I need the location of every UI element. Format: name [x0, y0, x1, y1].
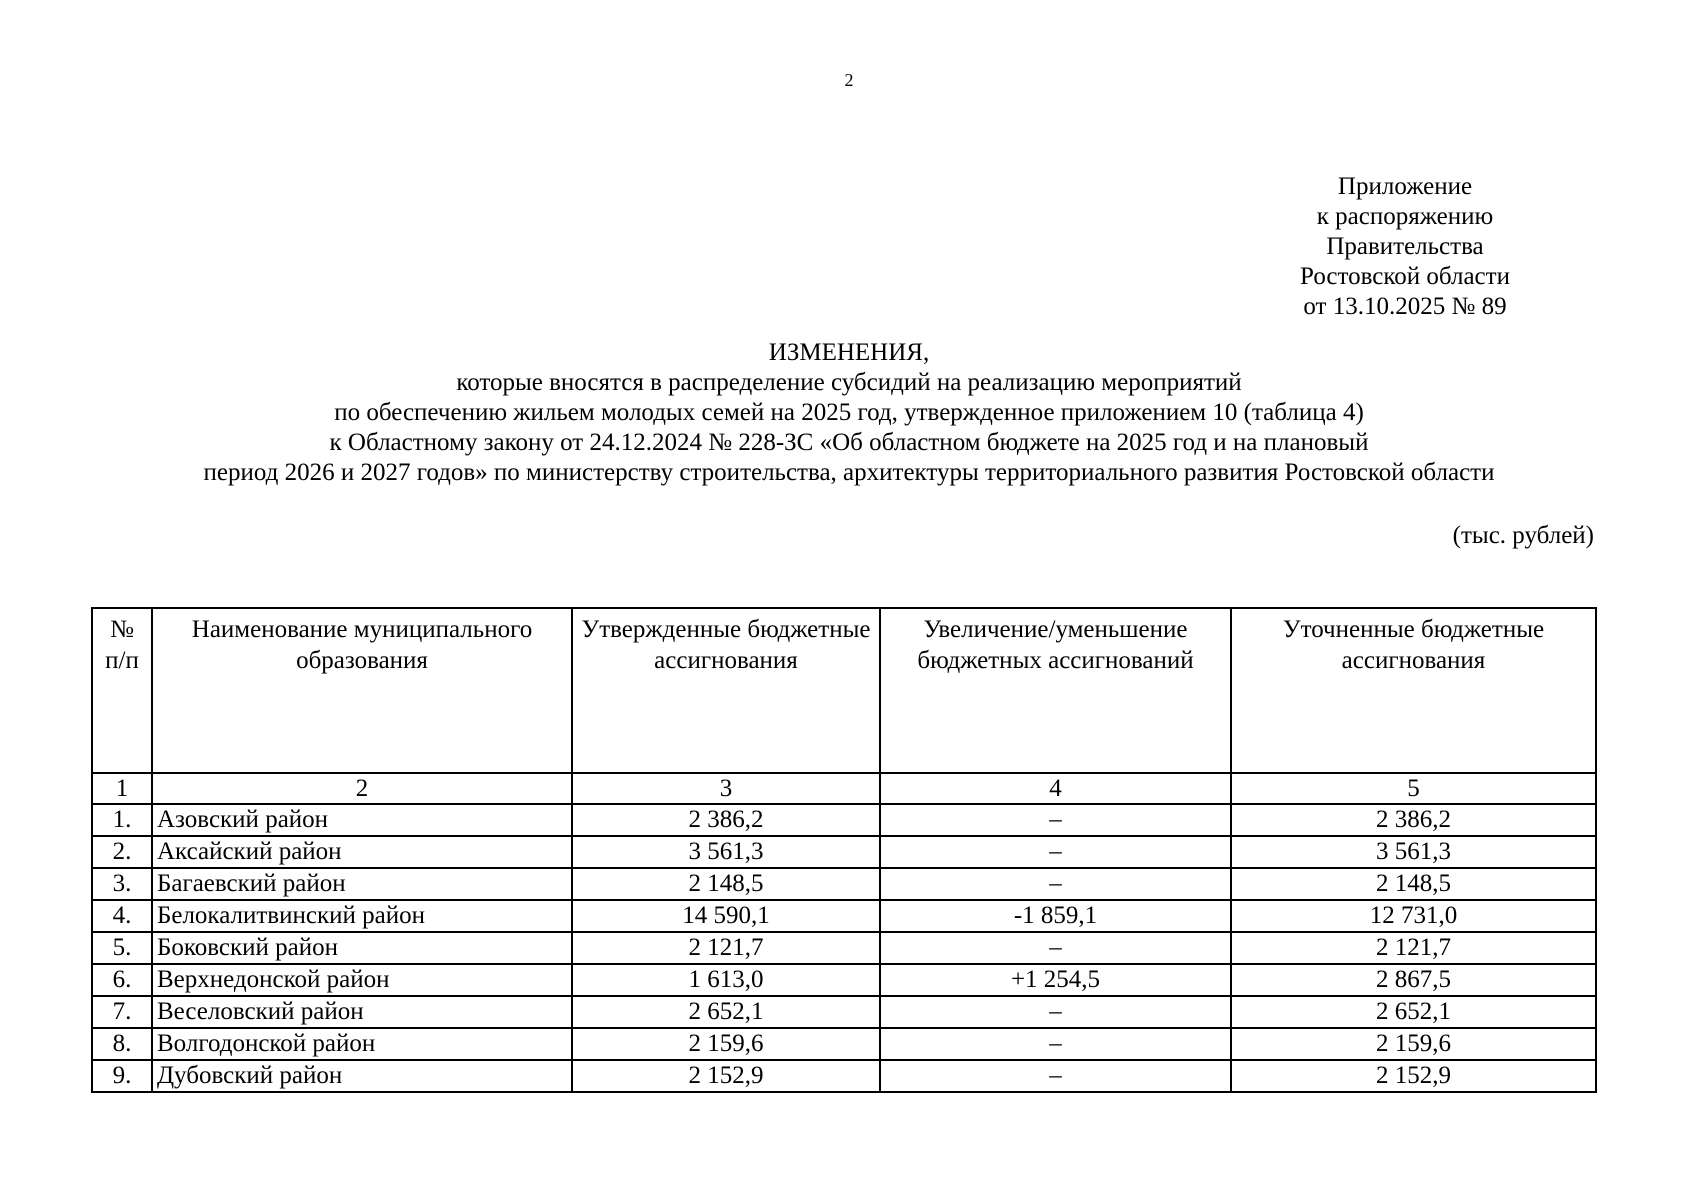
appendix-line: к распоряжению: [1316, 203, 1494, 230]
approved-value: 3 561,3: [572, 836, 880, 868]
refined-value: 12 731,0: [1231, 900, 1596, 932]
table-row: [92, 836, 1596, 868]
appendix-line: Ростовской области: [1300, 263, 1510, 290]
municipality-name: Дубовский район: [152, 1060, 572, 1092]
table-row: [92, 804, 1596, 836]
municipality-name: Боковский район: [152, 932, 572, 964]
municipality-name: Азовский район: [152, 804, 572, 836]
column-number: 2: [152, 773, 572, 804]
subsidy-table: [91, 607, 1597, 1093]
table-row: [92, 868, 1596, 900]
refined-value: 2 867,5: [1231, 964, 1596, 996]
table-row: [92, 964, 1596, 996]
row-number: 3.: [92, 868, 152, 900]
units-label: (тыс. рублей): [1452, 522, 1594, 549]
refined-value: 2 152,9: [1231, 1060, 1596, 1092]
change-value: –: [880, 868, 1231, 900]
document-title: [0, 338, 1698, 488]
row-number: 6.: [92, 964, 152, 996]
refined-value: 2 652,1: [1231, 996, 1596, 1028]
refined-value: 2 121,7: [1231, 932, 1596, 964]
header-municipality: Наименование муниципального образования: [152, 608, 572, 773]
municipality-name: Верхнедонской район: [152, 964, 572, 996]
table-row: [92, 900, 1596, 932]
row-number: 8.: [92, 1028, 152, 1060]
row-number: 1.: [92, 804, 152, 836]
change-value: -1 859,1: [880, 900, 1231, 932]
column-number: 4: [880, 773, 1231, 804]
table-row: [92, 932, 1596, 964]
approved-value: 1 613,0: [572, 964, 880, 996]
appendix-block: [1240, 172, 1570, 322]
change-value: –: [880, 996, 1231, 1028]
change-value: –: [880, 932, 1231, 964]
approved-value: 2 159,6: [572, 1028, 880, 1060]
row-number: 4.: [92, 900, 152, 932]
header-approved: Утвержденные бюджетные ассигнования: [572, 608, 880, 773]
municipality-name: Аксайский район: [152, 836, 572, 868]
title-line: к Областному закону от 24.12.2024 № 228-ЗС «Об областном бюджете на 2025 год и на плановый: [329, 429, 1369, 456]
column-number: 1: [92, 773, 152, 804]
municipality-name: Веселовский район: [152, 996, 572, 1028]
change-value: –: [880, 1060, 1231, 1092]
header-number: № п/п: [92, 608, 152, 773]
refined-value: 3 561,3: [1231, 836, 1596, 868]
table-header-row: [92, 608, 1596, 773]
table-row: [92, 1060, 1596, 1092]
refined-value: 2 148,5: [1231, 868, 1596, 900]
change-value: –: [880, 1028, 1231, 1060]
column-number: 5: [1231, 773, 1596, 804]
row-number: 9.: [92, 1060, 152, 1092]
change-value: –: [880, 804, 1231, 836]
row-number: 5.: [92, 932, 152, 964]
header-refined: Уточненные бюджетные ассигнования: [1231, 608, 1596, 773]
column-number: 3: [572, 773, 880, 804]
title-line: период 2026 и 2027 годов» по министерству строительства, архитектуры территориального развития Ростовской области: [203, 459, 1495, 486]
header-change: Увеличение/уменьшение бюджетных ассигнований: [880, 608, 1231, 773]
municipality-name: Багаевский район: [152, 868, 572, 900]
approved-value: 2 121,7: [572, 932, 880, 964]
table-row: [92, 996, 1596, 1028]
page-number: 2: [844, 70, 854, 90]
municipality-name: Белокалитвинский район: [152, 900, 572, 932]
table-row: [92, 1028, 1596, 1060]
change-value: +1 254,5: [880, 964, 1231, 996]
title-line: по обеспечению жильем молодых семей на 2025 год, утвержденное приложением 10 (таблица 4): [334, 399, 1364, 426]
appendix-line: Приложение: [1337, 173, 1473, 200]
title-heading: ИЗМЕНЕНИЯ,: [768, 339, 930, 366]
row-number: 2.: [92, 836, 152, 868]
approved-value: 2 152,9: [572, 1060, 880, 1092]
title-line: которые вносятся в распределение субсидий на реализацию мероприятий: [456, 369, 1242, 396]
approved-value: 2 386,2: [572, 804, 880, 836]
municipality-name: Волгодонской район: [152, 1028, 572, 1060]
approved-value: 2 148,5: [572, 868, 880, 900]
row-number: 7.: [92, 996, 152, 1028]
change-value: –: [880, 836, 1231, 868]
column-number-row: [92, 773, 1596, 804]
appendix-line: от 13.10.2025 № 89: [1303, 293, 1507, 320]
appendix-line: Правительства: [1326, 233, 1484, 260]
approved-value: 14 590,1: [572, 900, 880, 932]
refined-value: 2 386,2: [1231, 804, 1596, 836]
approved-value: 2 652,1: [572, 996, 880, 1028]
refined-value: 2 159,6: [1231, 1028, 1596, 1060]
